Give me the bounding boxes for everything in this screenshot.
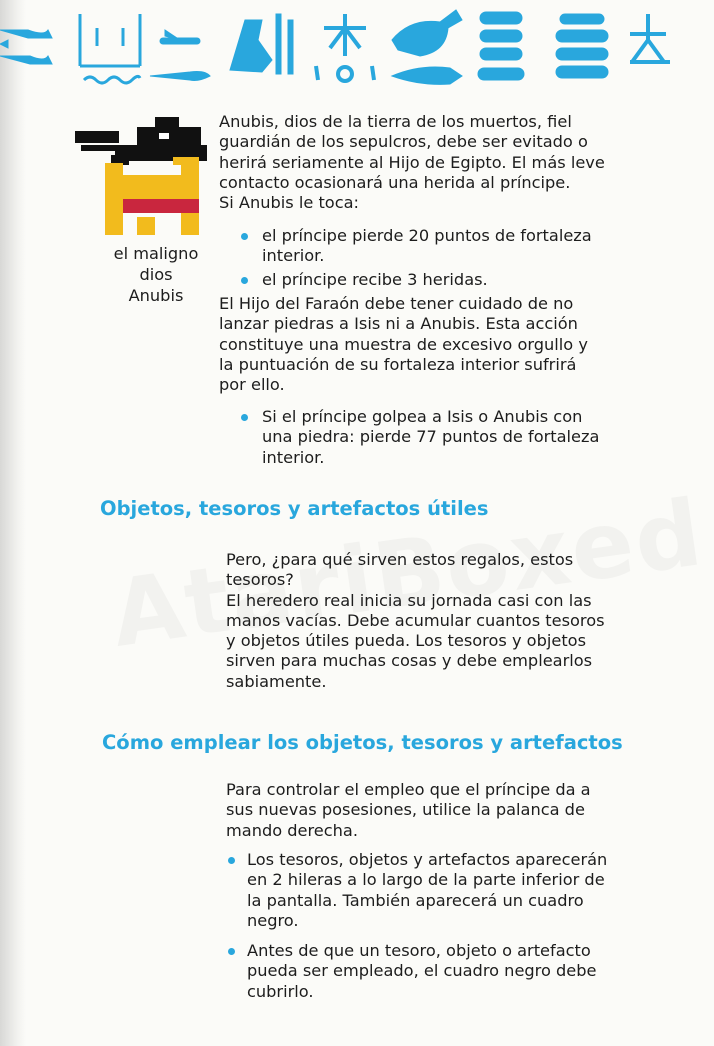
anubis-body-yellow bbox=[105, 157, 199, 235]
text-line: en 2 hileras a lo largo de la parte inferior de bbox=[247, 870, 605, 890]
bread-glyph-icon bbox=[556, 14, 608, 78]
ankh-glyph-icon bbox=[630, 14, 670, 62]
use-bullet-1 bbox=[247, 850, 667, 931]
star-glyph-icon bbox=[316, 14, 374, 81]
caption-line: el maligno bbox=[113, 244, 199, 263]
text-line: el príncipe recibe 3 heridas. bbox=[262, 270, 488, 289]
text-line: por ello. bbox=[219, 375, 285, 395]
text-line: Si Anubis le toca: bbox=[219, 193, 359, 213]
text-line: herirá seriamente al Hijo de Egipto. El más leve bbox=[219, 152, 605, 172]
anubis-eye bbox=[159, 133, 169, 139]
caption-line: dios bbox=[139, 265, 173, 284]
caption-line: Anubis bbox=[128, 286, 184, 305]
anubis-bullet-2 bbox=[262, 270, 662, 290]
use-bullet-2 bbox=[247, 941, 667, 1002]
text-line: interior. bbox=[262, 246, 325, 266]
fish-glyph-icon bbox=[0, 30, 52, 64]
text-line: la puntuación de su fortaleza interior sufrirá bbox=[219, 354, 577, 374]
text-line: sabiamente. bbox=[226, 671, 327, 691]
text-line: sus nuevas posesiones, utilice la palanca de bbox=[226, 800, 585, 820]
page-gutter-shadow bbox=[0, 0, 26, 1046]
anubis-bullet-1 bbox=[262, 226, 662, 267]
text-line: Anubis, dios de la tierra de los muertos, fiel bbox=[219, 112, 572, 131]
text-line: cubrirlo. bbox=[247, 981, 314, 1001]
text-line: la pantalla. También aparecerá un cuadro bbox=[247, 890, 584, 910]
basket-glyph-icon bbox=[478, 12, 524, 80]
text-line: Antes de que un tesoro, objeto o artefacto bbox=[247, 941, 591, 960]
text-line: Para controlar el empleo que el príncipe da a bbox=[226, 780, 591, 799]
text-line: Los tesoros, objetos y artefactos aparecerán bbox=[247, 850, 608, 869]
text-line: Pero, ¿para qué sirven estos regalos, estos bbox=[226, 550, 574, 569]
text-line: sirven para muchas cosas y debe emplearlos bbox=[226, 651, 593, 671]
bird-glyph-icon bbox=[392, 10, 462, 84]
reed-glyph-icon bbox=[150, 30, 210, 81]
house-glyph-icon bbox=[80, 14, 140, 83]
text-line: El Hijo del Faraón debe tener cuidado de no bbox=[219, 294, 574, 313]
hieroglyph-border bbox=[0, 0, 714, 100]
text-line: el príncipe pierde 20 puntos de fortaleza bbox=[262, 226, 592, 245]
anubis-sprite-image bbox=[75, 117, 209, 237]
bullet-dot bbox=[241, 414, 248, 421]
text-line: tesoros? bbox=[226, 570, 294, 590]
anubis-warning bbox=[219, 294, 659, 395]
text-line: negro. bbox=[247, 910, 299, 930]
anubis-stone-bullet bbox=[262, 407, 662, 468]
text-line: pueda ser empleado, el cuadro negro debe bbox=[247, 961, 597, 981]
bullet-dot bbox=[228, 948, 235, 955]
anubis-intro bbox=[219, 112, 659, 213]
use-intro bbox=[226, 780, 666, 841]
bullet-dot bbox=[241, 277, 248, 284]
text-line: una piedra: pierde 77 puntos de fortaleza bbox=[262, 427, 600, 447]
text-line: manos vacías. Debe acumular cuantos tesoros bbox=[226, 610, 605, 630]
bullet-dot bbox=[228, 857, 235, 864]
text-line: guardián de los sepulcros, debe ser evitado o bbox=[219, 132, 588, 152]
objects-paragraph bbox=[226, 550, 666, 692]
section-heading-use: Cómo emplear los objetos, tesoros y artefactos bbox=[102, 731, 623, 754]
text-line: mando derecha. bbox=[226, 820, 358, 840]
figure-caption bbox=[96, 243, 216, 306]
text-line: Si el príncipe golpea a Isis o Anubis con bbox=[262, 407, 583, 426]
section-heading-objects: Objetos, tesoros y artefactos útiles bbox=[100, 497, 489, 520]
bullet-dot bbox=[241, 233, 248, 240]
text-line: contacto ocasionará una herida al príncipe. bbox=[219, 172, 571, 192]
vulture-glyph-icon bbox=[230, 14, 293, 74]
text-line: constituye una muestra de excesivo orgullo y bbox=[219, 334, 588, 354]
text-line: y objetos útiles pueda. Los tesoros y objetos bbox=[226, 631, 586, 651]
anubis-belt-red bbox=[123, 199, 199, 213]
text-line: lanzar piedras a Isis ni a Anubis. Esta acción bbox=[219, 314, 578, 334]
text-line: interior. bbox=[262, 447, 325, 467]
text-line: El heredero real inicia su jornada casi con las bbox=[226, 590, 592, 610]
